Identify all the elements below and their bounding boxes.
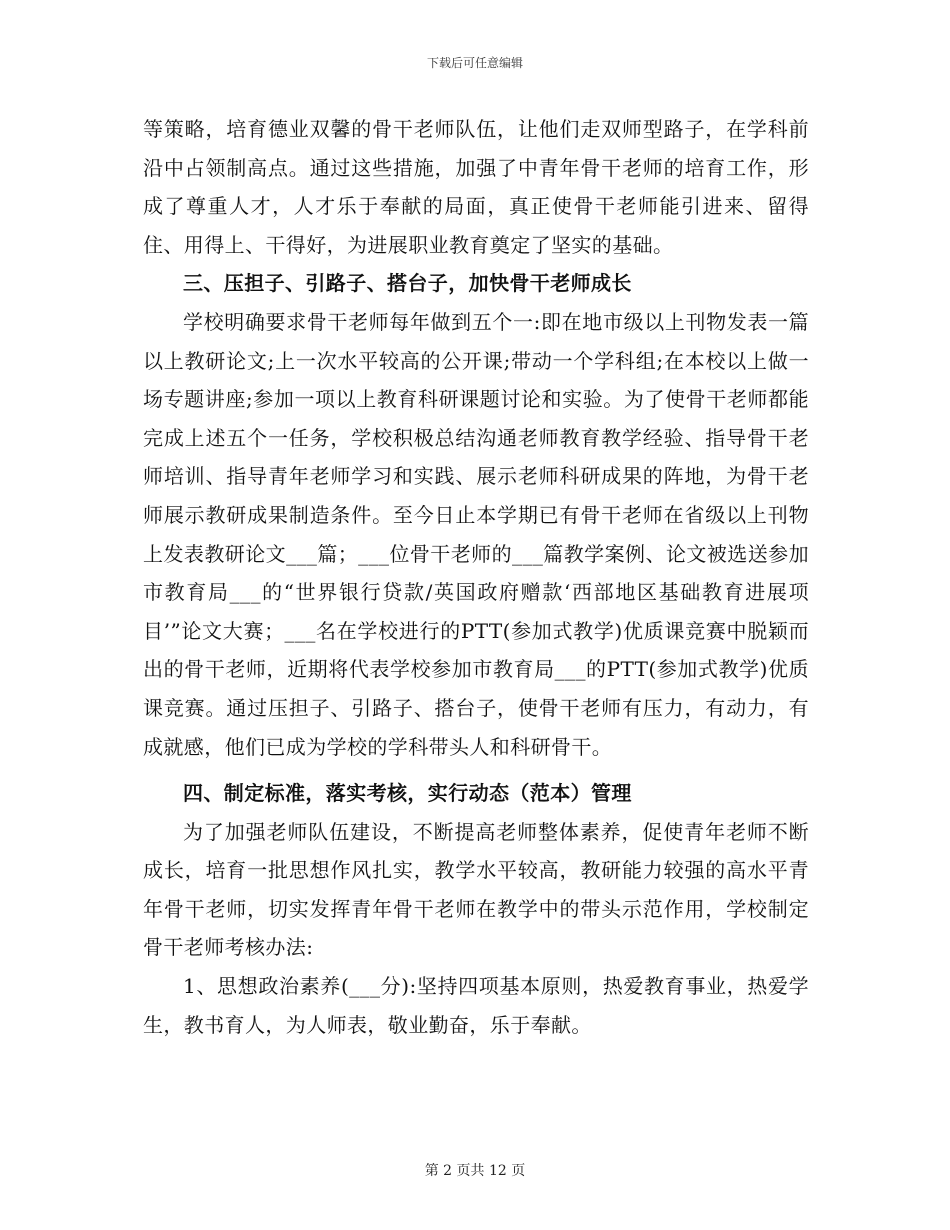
paragraph-five-requirements: 学校明确要求骨干老师每年做到五个一:即在地市级以上刊物发表一篇以上教研论文;上一次水平较高的公开课;带动一个学科组;在本校以上做一场专题讲座;参加一项以上教育科研课题讨论和实验。为了使骨干老师都能完成上述五个一任务，学校积极总结沟通老师教育教学经验、指导骨干老师培训、指导青年老师学习和实践、展示老师科研成果的阵地，为骨干老师展示教研成果制造条件。至今日止本学期已有骨干老师在省级以上刊物上发表教研论文___篇；___位骨干老师的___篇教学案例、论文被选送参加市教育局___的“世界银行贷款/英国政府赠款‘西部地区基础教育进展项目’”论文大赛；___名在学校进行的PTT(参加式教学)优质课竞赛中脱颖而出的骨干老师，近期将代表学校参加市教育局___的PTT(参加式教学)优质课竞赛。通过压担子、引路子、搭台子，使骨干老师有压力，有动力，有成就感，他们已成为学校的学科带头人和科研骨干。 xyxy=(143,309,809,759)
document-body xyxy=(143,110,809,1044)
section-heading-4: 四、制定标准，落实考核，实行动态（范本）管理 xyxy=(183,781,632,806)
paragraph-assessment-intro: 为了加强老师队伍建设，不断提高老师整体素养，促使青年老师不断成长，培育一批思想作风扎实，教学水平较高，教研能力较强的高水平青年骨干老师，切实发挥青年骨干老师在教学中的带头示范作用，学校制定骨干老师考核办法: xyxy=(143,819,809,960)
paragraph-item-1: 1、思想政治素养(___分):坚持四项基本原则，热爱教育事业，热爱学生，教书育人，为人师表，敬业勤奋，乐于奉献。 xyxy=(143,974,809,1037)
page-footer: 第 2 页共 12 页 xyxy=(424,1163,526,1179)
paragraph-continuation: 等策略，培育德业双馨的骨干老师队伍，让他们走双师型路子，在学科前沿中占领制高点。通过这些措施，加强了中青年骨干老师的培育工作，形成了尊重人才，人才乐于奉献的局面，真正使骨干老师能引进来、留得住、用得上、干得好，为进展职业教育奠定了坚实的基础。 xyxy=(143,117,809,257)
section-heading-3: 三、压担子、引路子、搭台子，加快骨干老师成长 xyxy=(183,271,632,296)
page-header: 下载后可任意编辑 xyxy=(426,56,523,70)
